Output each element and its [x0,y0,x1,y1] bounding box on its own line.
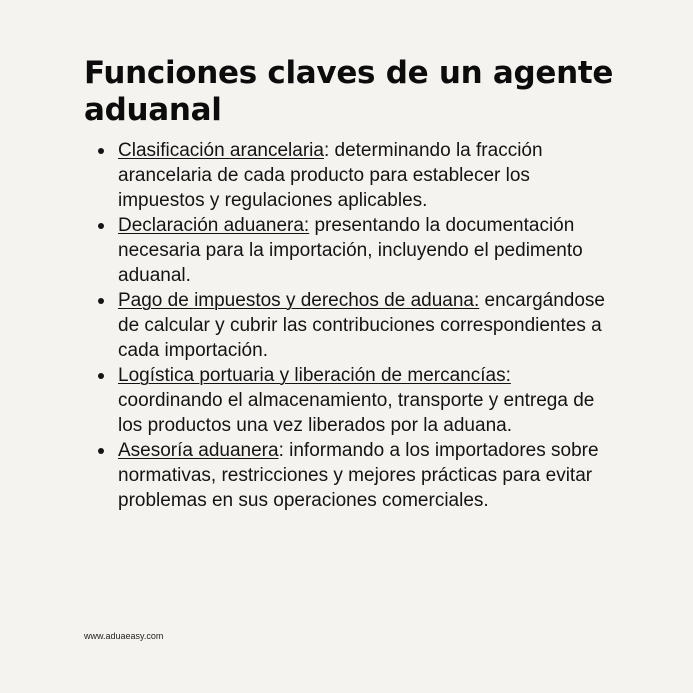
page-title: Funciones claves de un agente aduanal [84,55,614,128]
item-separator: : [278,440,284,461]
bullet-icon [98,148,104,154]
bullet-icon [98,298,104,304]
list-item [95,363,605,438]
bullet-icon [98,373,104,379]
item-term: Declaración aduanera: [118,215,310,236]
list-item [95,138,605,213]
item-description: coordinando el almacenamiento, transporte y entrega de los productos una vez liberados por la aduana. [118,390,595,436]
item-description: encargándose de calcular y cubrir las contribuciones correspondientes a cada importación. [118,290,605,361]
list-item [95,213,605,288]
bullet-icon [98,448,104,454]
bullet-icon [98,223,104,229]
item-description: determinando la fracción arancelaria de cada producto para establecer los impuestos y regulaciones aplicables. [118,140,543,211]
item-term: Clasificación arancelaria [118,140,324,161]
functions-list [95,138,605,513]
item-term: Asesoría aduanera [118,440,279,461]
item-description: informando a los importadores sobre normativas, restricciones y mejores prácticas para evitar problemas en sus operaciones comerciales. [118,440,599,511]
item-description: presentando la documentación necesaria para la importación, incluyendo el pedimento aduanal. [118,215,583,286]
item-term: Pago de impuestos y derechos de aduana: [118,290,480,311]
list-item [95,288,605,363]
item-separator: : [323,140,330,161]
website-url: www.aduaeasy.com [84,631,164,641]
list-item [95,438,605,513]
item-term: Logística portuaria y liberación de mercancías: [118,365,511,386]
